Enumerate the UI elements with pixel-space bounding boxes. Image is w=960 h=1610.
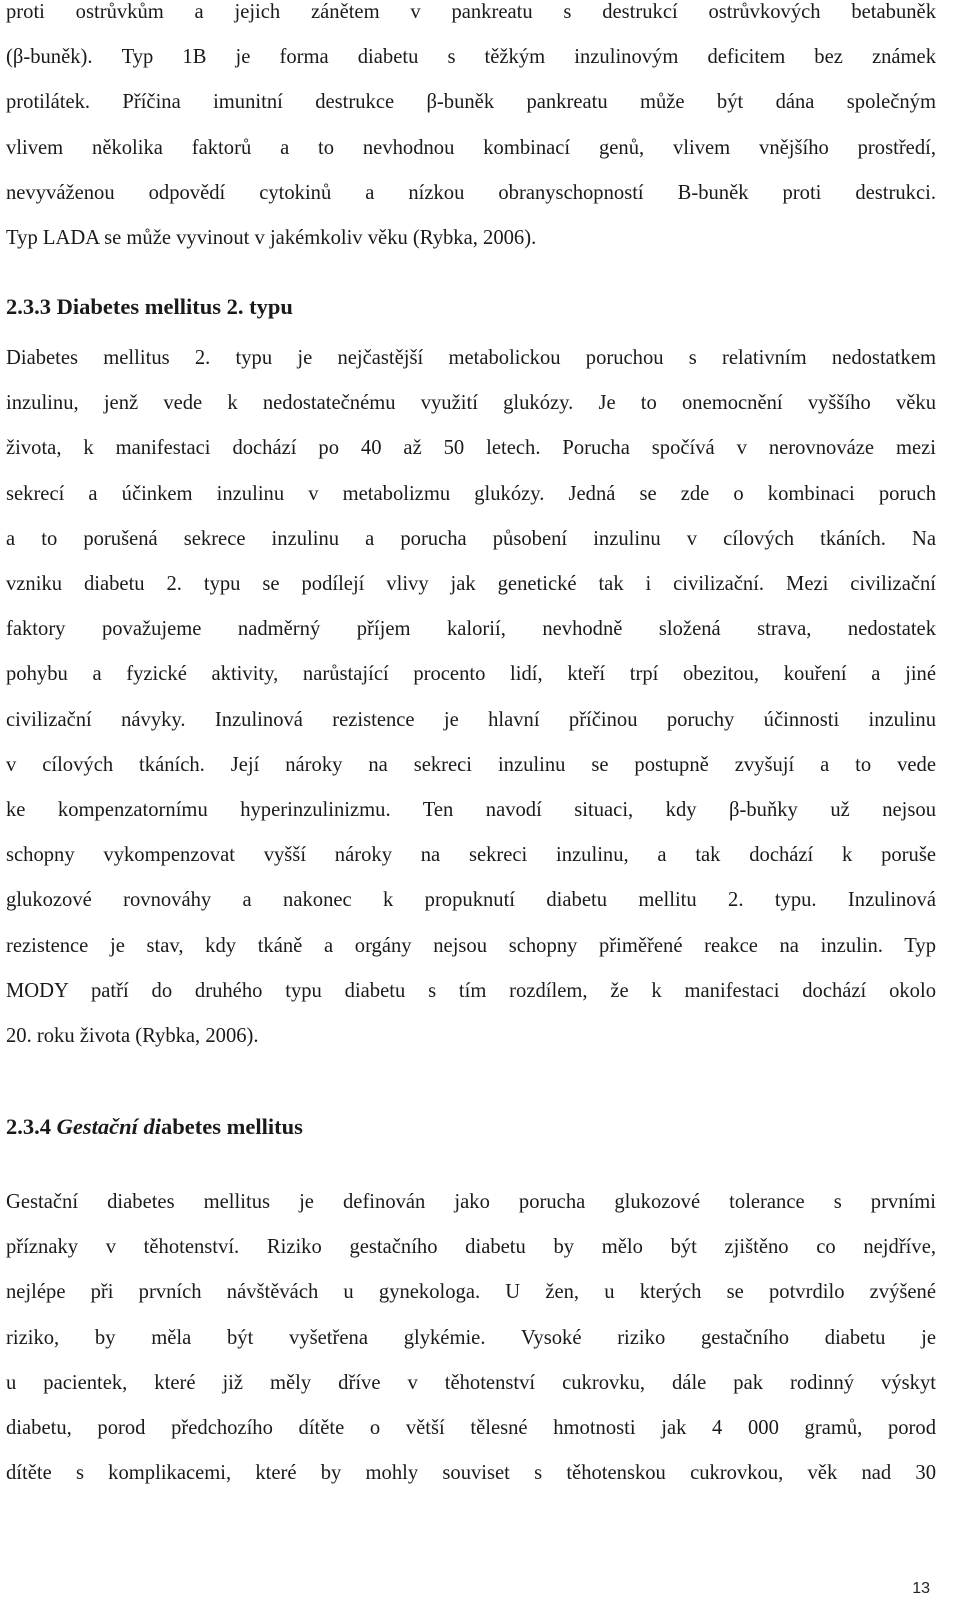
heading-italic-part: Gestační di — [56, 1114, 161, 1139]
text-line: (β-buněk). Typ 1B je forma diabetu s těžkým inzulinovým deficitem bez známek — [6, 46, 936, 69]
text-line: diabetu, porod předchozího dítěte o větší tělesné hmotnosti jak 4 000 gramů, porod — [6, 1417, 936, 1440]
text-line: civilizační návyky. Inzulinová rezistence je hlavní příčinou poruchy účinnosti inzulinu — [6, 708, 936, 731]
text-line: rezistence je stav, kdy tkáně a orgány nejsou schopny přiměřené reakce na inzulin. Typ — [6, 934, 936, 957]
text-line: a to porušená sekrece inzulinu a porucha působení inzulinu v cílových tkáních. Na — [6, 527, 936, 550]
text-line: v cílových tkáních. Její nároky na sekreci inzulinu se postupně zvyšují a to vede — [6, 753, 936, 776]
text-line: nejlépe při prvních návštěvách u gynekologa. U žen, u kterých se potvrdilo zvýšené — [6, 1281, 936, 1304]
section-2-3-3-paragraph — [6, 336, 936, 1059]
text-line: glukozové rovnováhy a nakonec k propuknutí diabetu mellitu 2. typu. Inzulinová — [6, 889, 936, 912]
text-line: vlivem několika faktorů a to nevhodnou kombinací genů, vlivem vnějšího prostředí, — [6, 136, 936, 159]
section-heading-2-3-3: 2.3.3 Diabetes mellitus 2. typu — [6, 294, 293, 319]
text-line: MODY patří do druhého typu diabetu s tím rozdílem, že k manifestaci dochází okolo — [6, 979, 936, 1002]
heading-number: 2.3.4 — [6, 1114, 51, 1139]
intro-paragraph — [6, 0, 936, 261]
section-2-3-4-paragraph — [6, 1180, 936, 1496]
text-line: sekrecí a účinkem inzulinu v metabolizmu glukózy. Jedná se zde o kombinaci poruch — [6, 482, 936, 505]
text-line: faktory považujeme nadměrný příjem kalorií, nevhodně složená strava, nedostatek — [6, 618, 936, 641]
text-line: inzulinu, jenž vede k nedostatečnému využití glukózy. Je to onemocnění vyššího věku — [6, 392, 936, 415]
text-line: Gestační diabetes mellitus je definován jako porucha glukozové tolerance s prvními — [6, 1191, 936, 1213]
text-line: Typ LADA se může vyvinout v jakémkoliv věku (Rybka, 2006). — [6, 227, 537, 250]
text-line: schopny vykompenzovat vyšší nároky na sekreci inzulinu, a tak dochází k poruše — [6, 844, 936, 867]
text-line: nevyváženou odpovědí cytokinů a nízkou obranyschopností B-buněk proti destrukci. — [6, 181, 936, 204]
text-line: pohybu a fyzické aktivity, narůstající procento lidí, kteří trpí obezitou, kouření a jiné — [6, 663, 936, 686]
text-line: dítěte s komplikacemi, které by mohly souviset s těhotenskou cukrovkou, věk nad 30 — [6, 1462, 936, 1485]
page-number: 13 — [912, 1580, 930, 1597]
heading-rest: abetes mellitus — [161, 1114, 303, 1139]
text-line: ke kompenzatornímu hyperinzulinizmu. Ten navodí situaci, kdy β-buňky už nejsou — [6, 799, 936, 822]
text-line: Diabetes mellitus 2. typu je nejčastější metabolickou poruchou s relativním nedostatkem — [6, 347, 936, 369]
text-line: života, k manifestaci dochází po 40 až 50 letech. Porucha spočívá v nerovnováze mezi — [6, 437, 936, 460]
text-line: riziko, by měla být vyšetřena glykémie. Vysoké riziko gestačního diabetu je — [6, 1326, 936, 1349]
text-line: proti ostrůvkům a jejich zánětem v pankreatu s destrukcí ostrůvkových betabuněk — [6, 1, 936, 23]
text-line: příznaky v těhotenství. Riziko gestačního diabetu by mělo být zjištěno co nejdříve, — [6, 1236, 936, 1259]
text-line: u pacientek, které již měly dříve v těhotenství cukrovku, dále pak rodinný výskyt — [6, 1371, 936, 1394]
text-line: 20. roku života (Rybka, 2006). — [6, 1025, 259, 1048]
text-line: vzniku diabetu 2. typu se podílejí vlivy jak genetické tak i civilizační. Mezi civilizační — [6, 573, 936, 596]
section-heading-2-3-4 — [6, 1112, 303, 1142]
text-line: protilátek. Příčina imunitní destrukce β-buněk pankreatu může být dána společným — [6, 91, 936, 114]
